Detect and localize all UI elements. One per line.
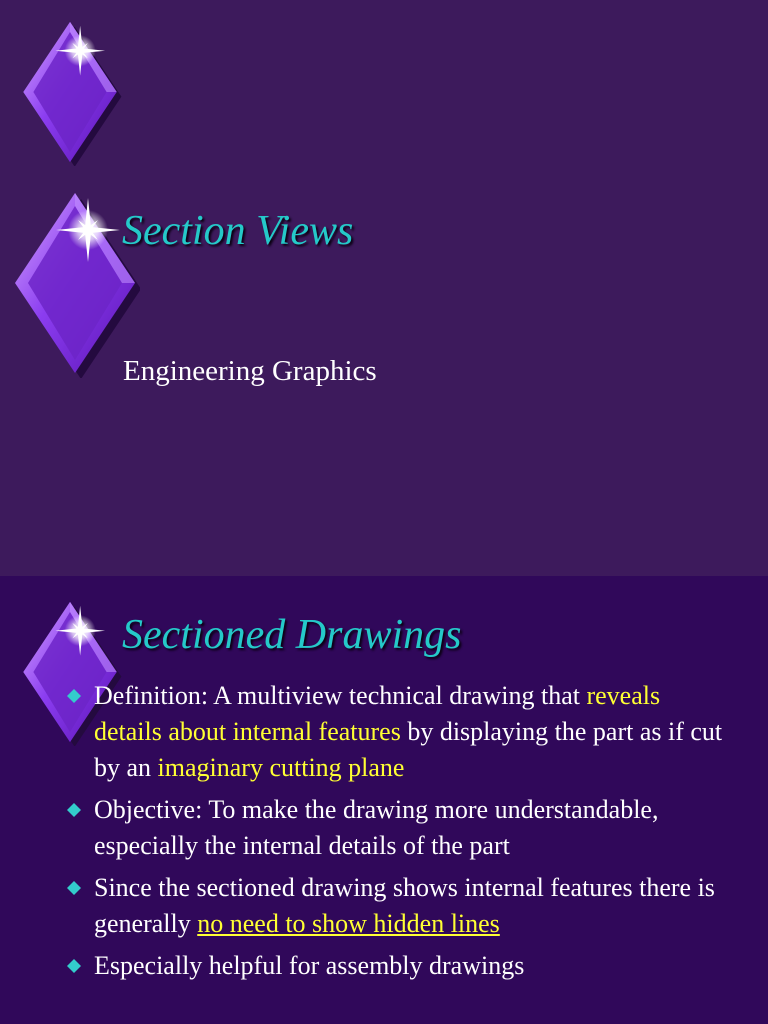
- bullet-item: [66, 948, 726, 984]
- teal-diamond-bullet-icon: [66, 688, 82, 704]
- bullet-text: Since the sectioned drawing shows internal features there is generally: [94, 873, 715, 938]
- teal-diamond-bullet-icon: [66, 880, 82, 896]
- bullet-text: by displaying the part as if cut by an: [94, 717, 723, 782]
- highlighted-text: imaginary cutting plane: [157, 753, 405, 782]
- highlighted-underlined-text: no need to show hidden lines: [197, 909, 500, 938]
- teal-diamond-bullet-icon: [66, 958, 82, 974]
- bullet-text: Definition: A multiview technical drawing that: [94, 681, 587, 710]
- bullet-item: [66, 792, 726, 864]
- slide-title: Sectioned Drawings: [122, 612, 462, 658]
- bullet-item: [66, 870, 726, 942]
- bullet-list: [66, 678, 726, 990]
- bullet-text: Objective: To make the drawing more understandable, especially the internal details of the part: [94, 795, 659, 860]
- slide-title: Section Views: [122, 208, 354, 254]
- highlighted-text: reveals details about internal features: [94, 681, 661, 746]
- slide-subtitle: Engineering Graphics: [123, 355, 377, 387]
- bullet-item: [66, 678, 726, 786]
- teal-diamond-bullet-icon: [66, 802, 82, 818]
- slide-sectioned-drawings: [0, 576, 768, 1024]
- bullet-text: Especially helpful for assembly drawings: [94, 951, 525, 980]
- purple-diamond-sparkle-icon: [14, 18, 126, 166]
- purple-diamond-sparkle-icon: [10, 188, 140, 378]
